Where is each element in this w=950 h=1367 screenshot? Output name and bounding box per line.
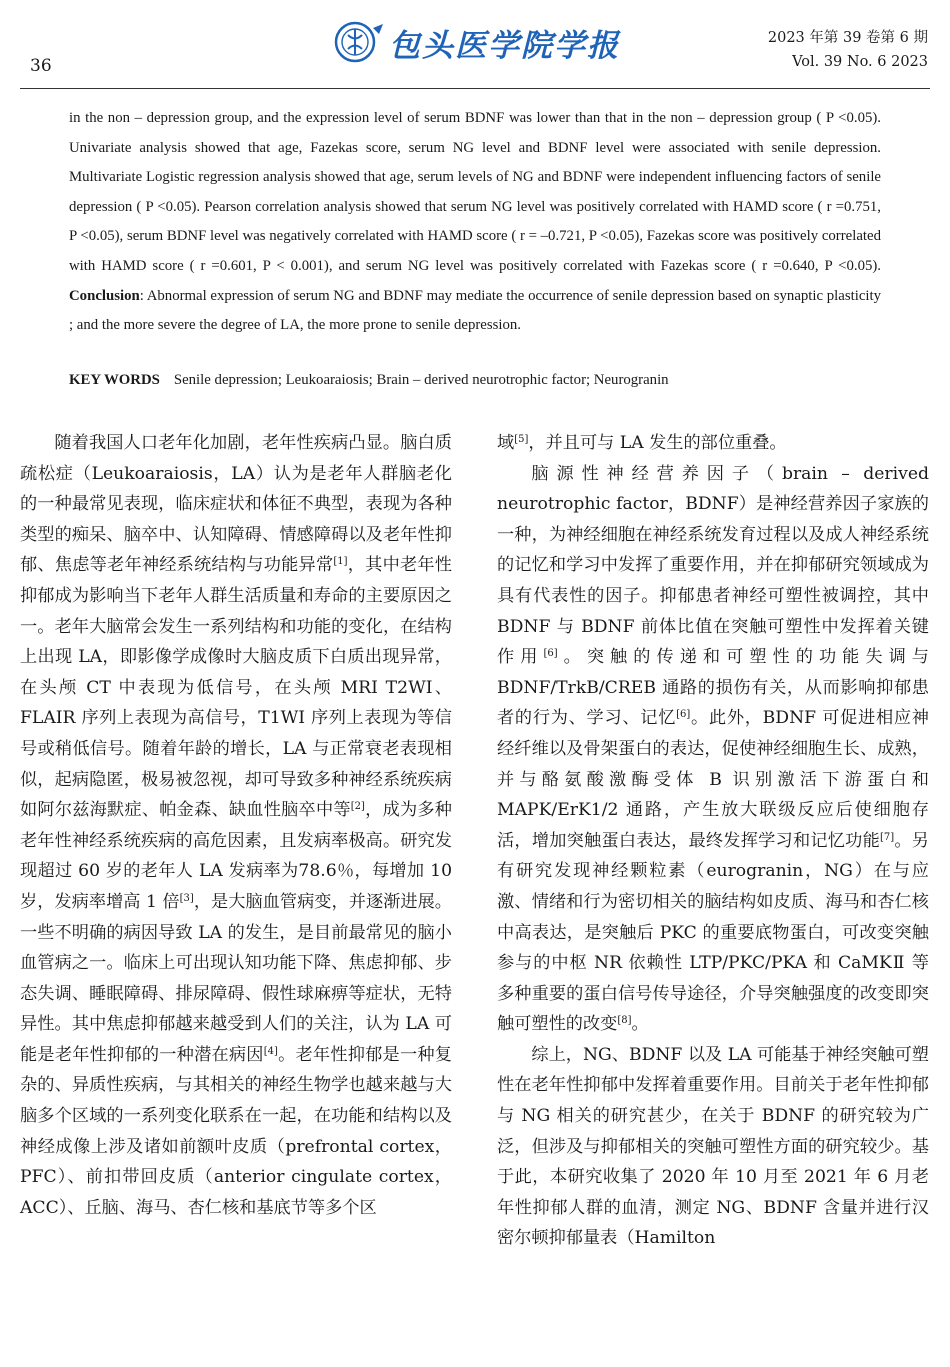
issue-chinese: 2023 年第 39 卷第 6 期 — [767, 30, 928, 46]
issue-english: Vol. 39 No. 6 2023 — [792, 54, 928, 70]
issue-info — [768, 26, 928, 74]
text-run: ，并且可与 LA 发生的部位重叠。 — [528, 433, 787, 453]
citation: [6] — [676, 709, 691, 721]
paragraph-intro-continued — [497, 428, 929, 459]
english-abstract — [69, 104, 881, 341]
citation: [5] — [514, 434, 529, 445]
journal-title: 包头医学院学报 — [389, 27, 620, 64]
header-divider — [20, 88, 930, 89]
text-run: 。此外，BDNF 可促进相应神经纤维以及骨架蛋白的表达，促使神经细胞生长、成熟，并与酪氨酸激酶受体 B 识别激活下游蛋白和 MAPK/ErK1/2 通路，产生放大联级反应后使细胞存活，增加突触蛋白表达，最终发挥学习和记忆功能 — [497, 708, 929, 851]
citation: [8] — [617, 1015, 632, 1027]
text-run: 。另有研究发现神经颗粒素（eurogranin，NG）在与应激、情绪和行为密切相关的脑结构如皮质、海马和杏仁核中高表达，是突触后 PKC 的重要底物蛋白，可改变突触参与的中枢 NR 依赖性 LTP/PKC/PKA 和 CaMKⅡ 等多种重要的蛋白信号传导途径，介导突触强度的改变即突触可塑性的改变 — [497, 830, 929, 1035]
text-run: ，是大脑血管病变，并逐渐进展。一些不明确的病因导致 LA 的发生，是目前最常见的脑小血管病之一。临床上可出现认知功能下降、焦虑抑郁、步态失调、睡眠障碍、排尿障碍、假性球麻痹等症状，无特异性。其中焦虑抑郁越来越受到人们的关注，认为 LA 可能是老年性抑郁的一种潜在病因 — [20, 891, 452, 1065]
text-run: 。 — [631, 1014, 649, 1035]
citation: [6] — [543, 648, 558, 660]
citation: [2] — [350, 801, 365, 813]
text-run: 。突触的传递和可塑性的功能失调与 BDNF/TrkB/CREB 通路的损伤有关，从而影响抑郁患者的行为、学习、记忆 — [497, 647, 929, 729]
conclusion-label: Conclusion — [69, 287, 140, 304]
text-run: 随着我国人口老年化加剧，老年性疾病凸显。脑白质疏松症（Leukoaraiosis，LA）认为是老年人群脑老化的一种最常见表现，临床症状和体征不典型，表现为各种类型的痴呆、脑卒中、认知障碍、情感障碍以及老年性抑郁、焦虑等老年神经系统结构与功能异常 — [20, 433, 452, 576]
journal-logo — [333, 18, 628, 66]
body-column-right — [497, 428, 929, 1254]
paragraph-bdnf — [497, 459, 929, 1040]
text-run: ，成为多种老年性神经系统疾病的高危因素，且发病率极高。研究发现超过 60 岁的老年人 LA 发病率为78.6％，每增加 10 岁，发病率增高 1 倍 — [20, 800, 452, 912]
keywords-label: KEY WORDS — [69, 372, 160, 388]
text-run: ，其中老年性抑郁成为影响当下老年人群生活质量和寿命的主要原因之一。老年大脑常会发生一系列结构和功能的变化，在结构上出现 LA，即影像学成像时大脑皮质下白质出现异常，在头颅 CT 中表现为低信号，在头颅 MRI T2WI、FLAIR 序列上表现为高信号，T1WI 序列上表现为等信号或稍低信号。随着年龄的增长，LA 与正常衰老表现相似，起病隐匿，极易被忽视，却可导致多种神经系统疾病如阿尔兹海默症、帕金森、缺血性脑卒中等 — [20, 555, 452, 821]
paragraph-intro — [20, 428, 452, 1223]
text-run: 域 — [497, 433, 515, 453]
text-run: 。老年性抑郁是一种复杂的、异质性疾病，与其相关的神经生物学也越来越与大脑多个区域的一系列变化联系在一起，在功能和结构以及神经成像上涉及诸如前额叶皮质（prefrontal cortex，PFC）、前扣带回皮质（anterior cingulate cortex，ACC）、丘脑、海马、杏仁核和基底节等多个区 — [20, 1044, 452, 1218]
citation: [4] — [263, 1045, 278, 1057]
citation: [7] — [879, 831, 895, 843]
body-column-left — [20, 428, 452, 1223]
keywords-text: Senile depression; Leukoaraiosis; Brain – derived neurotrophic factor; Neurogranin — [173, 372, 669, 388]
text-run: 综上，NG、BDNF 以及 LA 可能基于神经突触可塑性在老年性抑郁中发挥着重要作用。目前关于老年性抑郁与 NG 相关的研究甚少，在关于 BDNF 的研究较为广泛，但涉及与抑郁相关的突触可塑性方面的研究较少。基于此，本研究收集了 2020 年 10 月至 2021 年 6 月老年性抑郁人群的血清，测定 NG、BDNF 含量并进行汉密尔顿抑郁量表（Hamilton — [497, 1044, 929, 1249]
keywords — [69, 372, 881, 389]
page-number: 36 — [30, 56, 52, 76]
journal-emblem-icon — [333, 20, 385, 64]
citation: [1] — [333, 556, 348, 568]
paragraph-summary — [497, 1040, 929, 1254]
conclusion-text: : Abnormal expression of serum NG and BDNF may mediate the occurrence of senile depression based on synaptic plasticity ; and the more severe the degree of LA, the more prone to senile depression. — [69, 287, 882, 334]
text-run: 脑源性神经营养因子（brain – derived neurotrophic factor，BDNF）是神经营养因子家族的一种，为神经细胞在神经系统发育过程以及成人神经系统的记忆和学习中发挥了重要作用，并在抑郁研究领域成为具有代表性的因子。抑郁患者神经可塑性被调控，其中 BDNF 与 BDNF 前体比值在突触可塑性中发挥着关键作用 — [497, 463, 929, 668]
citation: [3] — [179, 892, 194, 904]
abstract-results-text: in the non – depression group, and the expression level of serum BDNF was lower than that in the non – depression group ( P <0.05). Univariate analysis showed that age, Fazekas score, serum NG level and BDNF level were associated with senile depression. Multivariate Logistic regression analysis showed that age, serum levels of NG and BDNF were independent influencing factors of senile depression ( P <0.05). Pearson correlation analysis showed that serum NG level was positively correlated with HAMD score ( r =0.751, P <0.05), serum BDNF level was negatively correlated with HAMD score ( r = –0.721, P <0.05), Fazekas score was positively correlated with HAMD score ( r =0.601, P < 0.001), and serum NG level was positively correlated with Fazekas score ( r =0.640, P <0.05). — [69, 110, 881, 274]
